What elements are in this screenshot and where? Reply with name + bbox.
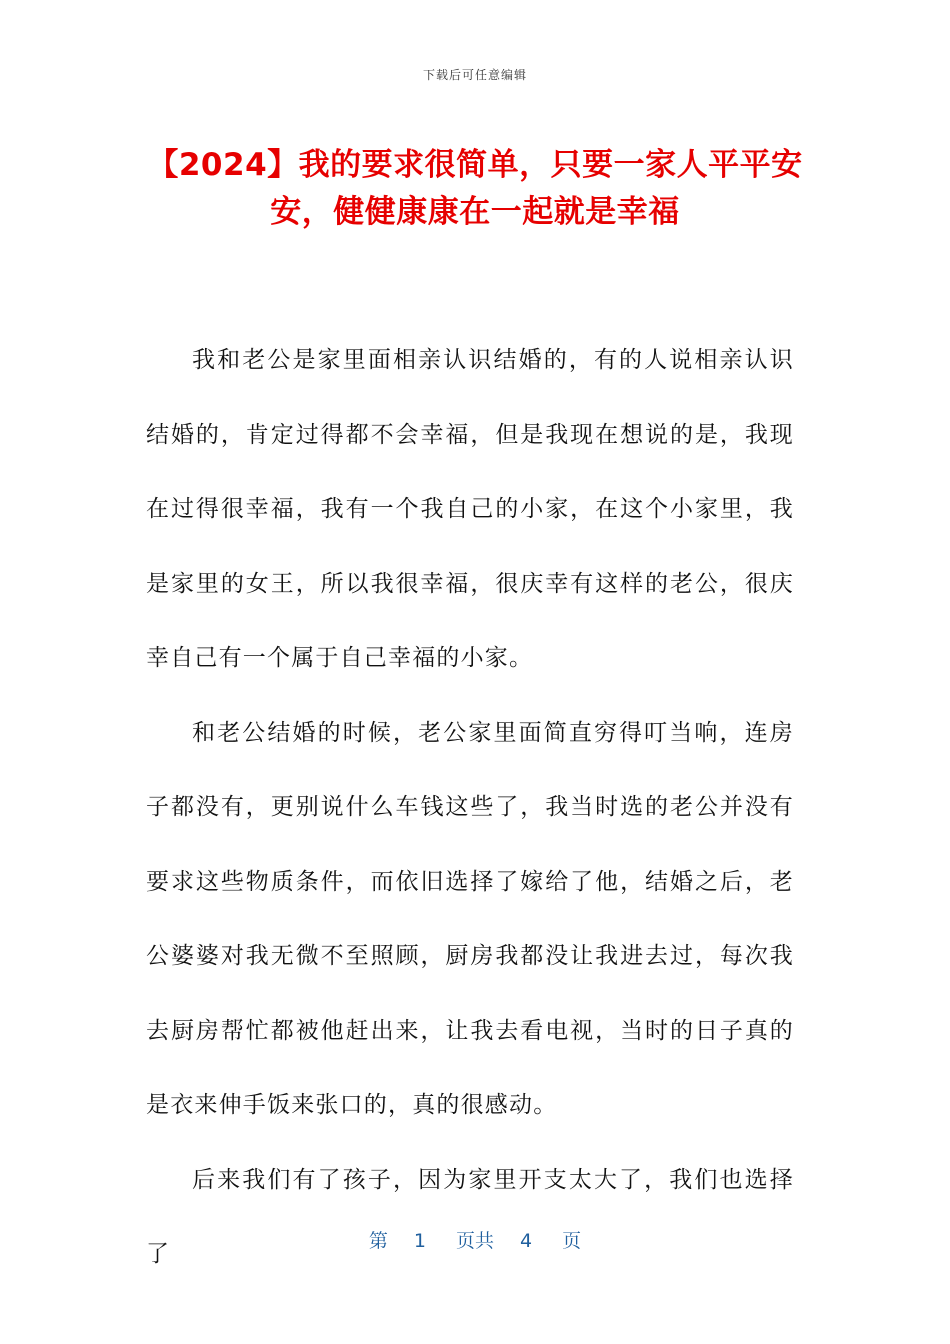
page-total: 4 (520, 1230, 533, 1252)
page-number: 1 (413, 1230, 426, 1252)
body-text (146, 323, 794, 1292)
paragraph: 和老公结婚的时候，老公家里面简直穷得叮当响，连房子都没有，更别说什么车钱这些了，我当时选的老公并没有要求这些物质条件，而依旧选择了嫁给了他，结婚之后，老公婆婆对我无微不至照顾，厨房我都没让我进去过，每次我去厨房帮忙都被他赶出来，让我去看电视，当时的日子真的是衣来伸手饭来张口的，真的很感动。 (146, 719, 794, 1118)
page-title: 【2024】我的要求很简单，只要一家人平平安安，健健康康在一起就是幸福 (147, 147, 803, 230)
page-prefix: 第 (368, 1230, 388, 1252)
page-suffix: 页 (562, 1230, 582, 1252)
header-note: 下载后可任意编辑 (422, 68, 527, 82)
page-middle: 页共 (455, 1230, 494, 1252)
page-footer (0, 1226, 950, 1253)
paragraph: 后来我们有了孩子，因为家里开支太大了，我们也选择了 (146, 1166, 794, 1267)
paragraph: 我和老公是家里面相亲认识结婚的，有的人说相亲认识结婚的，肯定过得都不会幸福，但是我现在想说的是，我现在过得很幸福，我有一个我自己的小家，在这个小家里，我是家里的女王，所以我很幸福，很庆幸有这样的老公，很庆幸自己有一个属于自己幸福的小家。 (146, 347, 794, 671)
